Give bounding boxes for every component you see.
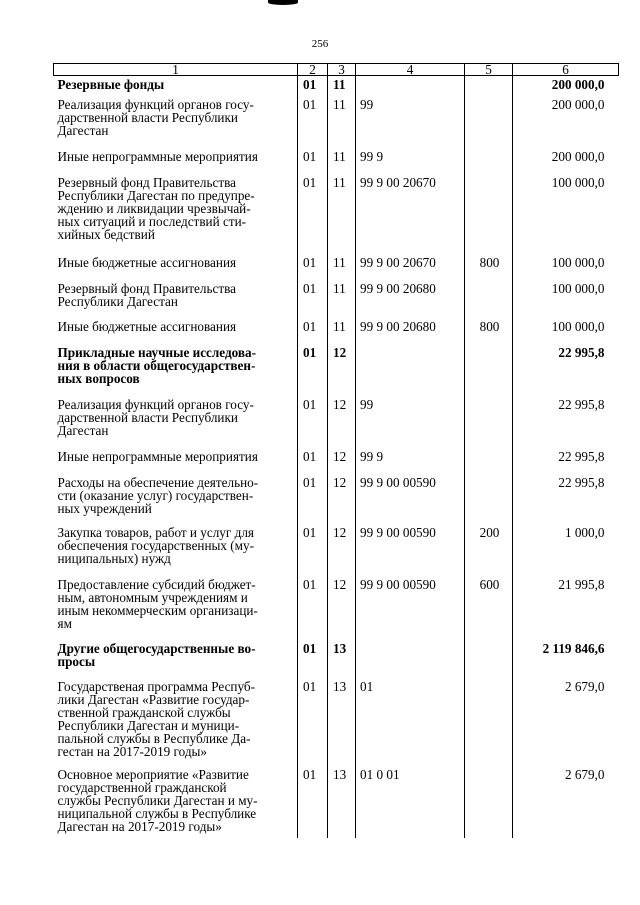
budget-table [53,63,619,838]
table-row [54,176,619,256]
subsection-cell-text: 11 [333,281,346,296]
table-row [54,768,619,838]
target-article-cell-text: 99 [360,397,374,412]
header-col-4: 4 [356,64,465,76]
target-article-cell [356,346,465,398]
section-cell [298,680,328,768]
table-row [54,150,619,176]
subsection-cell [328,176,356,256]
amount-cell-text: 22 995,8 [558,345,605,360]
amount-cell-text: 22 995,8 [558,475,605,490]
row-name-cell [54,526,298,578]
subsection-cell [328,76,356,98]
amount-cell [513,176,619,256]
subsection-cell [328,256,356,282]
target-article-cell-text: 01 0 01 [360,767,400,782]
subsection-cell [328,578,356,642]
subsection-cell [328,398,356,450]
expense-type-cell [465,526,513,578]
amount-cell [513,578,619,642]
row-name-cell [54,346,298,398]
row-name-cell-text: Иные непрограммные мероприятия [57,449,258,464]
section-cell-text: 01 [303,641,317,656]
section-cell-text: 01 [303,149,317,164]
target-article-cell [356,98,465,150]
section-cell [298,346,328,398]
amount-cell-text: 22 995,8 [558,397,605,412]
target-article-cell-text: 99 9 [360,449,384,464]
subsection-cell-text: 12 [333,525,347,540]
amount-cell [513,680,619,768]
section-cell-text: 01 [303,525,317,540]
row-name-cell-text: Реализация функций органов госу- дарственной власти Республики Дагестан [57,97,254,138]
subsection-cell-text: 11 [333,77,346,92]
amount-cell-text: 22 995,8 [558,449,605,464]
table-row [54,450,619,476]
subsection-cell-text: 13 [333,641,347,656]
expense-type-cell [465,320,513,346]
row-name-cell [54,76,298,98]
section-cell [298,398,328,450]
subsection-cell-text: 11 [333,149,346,164]
row-name-cell-text: Другие общегосударственные во- просы [57,641,256,669]
target-article-cell-text: 99 9 00 20670 [360,255,436,270]
row-name-cell [54,642,298,680]
amount-cell-text: 200 000,0 [551,149,605,164]
section-cell [298,150,328,176]
amount-cell [513,256,619,282]
amount-cell-text: 2 679,0 [564,767,605,782]
target-article-cell [356,476,465,526]
row-name-cell-text: Предоставление субсидий бюджет- ным, автономным учреждениям и иным некоммерческим организаци- ям [57,577,258,631]
row-name-cell-text: Иные непрограммные мероприятия [57,149,258,164]
row-name-cell [54,176,298,256]
row-name-cell [54,98,298,150]
subsection-cell-text: 11 [333,319,346,334]
amount-cell [513,98,619,150]
subsection-cell [328,526,356,578]
subsection-cell [328,450,356,476]
target-article-cell-text: 99 9 [360,149,384,164]
section-cell-text: 01 [303,397,317,412]
section-cell-text: 01 [303,475,317,490]
target-article-cell [356,76,465,98]
subsection-cell-text: 13 [333,679,347,694]
row-name-cell [54,320,298,346]
section-cell [298,176,328,256]
amount-cell-text: 100 000,0 [551,255,605,270]
row-name-cell-text: Резервные фонды [57,77,165,92]
subsection-cell [328,150,356,176]
target-article-cell [356,176,465,256]
header-col-1: 1 [54,64,298,76]
subsection-cell-text: 11 [333,175,346,190]
amount-cell [513,768,619,838]
row-name-cell [54,150,298,176]
target-article-cell [356,578,465,642]
expense-type-cell [465,176,513,256]
expense-type-cell [465,346,513,398]
expense-type-cell-text: 600 [479,577,500,592]
expense-type-cell [465,256,513,282]
amount-cell-text: 2 679,0 [564,679,605,694]
section-cell-text: 01 [303,767,317,782]
section-cell-text: 01 [303,449,317,464]
row-name-cell [54,256,298,282]
table-row [54,256,619,282]
amount-cell [513,76,619,98]
section-cell-text: 01 [303,175,317,190]
table-row [54,398,619,450]
amount-cell-text: 100 000,0 [551,175,605,190]
row-name-cell [54,398,298,450]
expense-type-cell [465,642,513,680]
row-name-cell [54,578,298,642]
amount-cell [513,320,619,346]
table-row [54,578,619,642]
row-name-cell-text: Реализация функций органов госу- дарственной власти Республики Дагестан [57,397,254,438]
section-cell [298,526,328,578]
subsection-cell-text: 12 [333,577,347,592]
amount-cell-text: 200 000,0 [551,77,605,92]
row-name-cell-text: Прикладные научные исследова- ния в области общегосударствен- ных вопросов [57,345,257,386]
section-cell-text: 01 [303,577,317,592]
row-name-cell-text: Резервный фонд Правительства Республики Дагестан [57,281,237,309]
row-name-cell [54,680,298,768]
expense-type-cell-text: 800 [479,255,500,270]
subsection-cell-text: 12 [333,397,347,412]
subsection-cell [328,98,356,150]
target-article-cell-text: 99 9 00 00590 [360,525,436,540]
section-cell-text: 01 [303,77,317,92]
subsection-cell [328,768,356,838]
expense-type-cell [465,150,513,176]
amount-cell [513,398,619,450]
row-name-cell-text: Государственая программа Респуб- лики Дагестан «Развитие государ- ственной гражданской службы Республики Дагестан и муници- пальной службы в Республике Да- гестан на 2017-2019 годы» [57,679,256,759]
target-article-cell-text: 99 9 00 00590 [360,577,436,592]
section-cell [298,98,328,150]
target-article-cell [356,282,465,320]
section-cell [298,578,328,642]
subsection-cell-text: 12 [333,475,347,490]
section-cell-text: 01 [303,319,317,334]
amount-cell-text: 100 000,0 [551,319,605,334]
expense-type-cell [465,476,513,526]
section-cell-text: 01 [303,679,317,694]
section-cell [298,450,328,476]
row-name-cell [54,282,298,320]
amount-cell [513,150,619,176]
row-name-cell-text: Иные бюджетные ассигнования [57,255,237,270]
target-article-cell-text: 99 [360,97,374,112]
row-name-cell-text: Резервный фонд Правительства Республики Дагестан по предупре- ждению и ликвидации чрезвычай- ных ситуаций и последствий сти- хийных бедствий [57,175,255,242]
target-article-cell-text: 99 9 00 00590 [360,475,436,490]
target-article-cell-text: 01 [360,679,374,694]
table-row [54,346,619,398]
expense-type-cell [465,578,513,642]
section-cell-text: 01 [303,345,317,360]
section-cell-text: 01 [303,255,317,270]
target-article-cell [356,450,465,476]
expense-type-cell-text: 200 [479,525,500,540]
amount-cell [513,476,619,526]
target-article-cell-text: 99 9 00 20670 [360,175,436,190]
amount-cell [513,642,619,680]
amount-cell [513,526,619,578]
amount-cell [513,282,619,320]
subsection-cell [328,476,356,526]
header-col-5: 5 [465,64,513,76]
subsection-cell [328,282,356,320]
row-name-cell [54,476,298,526]
target-article-cell [356,150,465,176]
expense-type-cell [465,76,513,98]
page-number: 256 [311,38,329,50]
amount-cell-text: 200 000,0 [551,97,605,112]
section-cell [298,320,328,346]
amount-cell-text: 100 000,0 [551,281,605,296]
target-article-cell [356,768,465,838]
row-name-cell-text: Основное мероприятие «Развитие государственной гражданской службы Республики Дагестан и му- ниципальной службы в Республике Дагестан на 2017-2019 годы» [57,767,258,834]
subsection-cell [328,680,356,768]
subsection-cell [328,320,356,346]
amount-cell-text: 21 995,8 [558,577,605,592]
header-col-6: 6 [513,64,619,76]
expense-type-cell [465,680,513,768]
expense-type-cell [465,450,513,476]
table-row [54,98,619,150]
header-row [54,64,619,76]
subsection-cell-text: 13 [333,767,347,782]
target-article-cell-text: 99 9 00 20680 [360,319,436,334]
subsection-cell [328,346,356,398]
section-cell [298,768,328,838]
section-cell [298,256,328,282]
amount-cell-text: 1 000,0 [564,525,605,540]
row-name-cell [54,450,298,476]
section-cell-text: 01 [303,281,317,296]
section-cell-text: 01 [303,97,317,112]
row-name-cell-text: Закупка товаров, работ и услуг для обеспечения государственных (му- ниципальных) нужд [57,525,255,566]
expense-type-cell [465,398,513,450]
table-row [54,642,619,680]
expense-type-cell [465,98,513,150]
subsection-cell-text: 11 [333,97,346,112]
target-article-cell [356,526,465,578]
header-col-3: 3 [328,64,356,76]
subsection-cell [328,642,356,680]
amount-cell [513,346,619,398]
expense-type-cell-text: 800 [479,319,500,334]
target-article-cell [356,320,465,346]
table-row [54,76,619,98]
row-name-cell [54,768,298,838]
subsection-cell-text: 12 [333,449,347,464]
table-row [54,476,619,526]
expense-type-cell [465,768,513,838]
target-article-cell [356,680,465,768]
section-cell [298,76,328,98]
target-article-cell-text: 99 9 00 20680 [360,281,436,296]
subsection-cell-text: 12 [333,345,347,360]
header-col-2: 2 [298,64,328,76]
target-article-cell [356,398,465,450]
row-name-cell-text: Иные бюджетные ассигнования [57,319,237,334]
section-cell [298,282,328,320]
subsection-cell-text: 11 [333,255,346,270]
target-article-cell [356,256,465,282]
amount-cell-text: 2 119 846,6 [542,641,605,656]
table-row [54,320,619,346]
expense-type-cell [465,282,513,320]
amount-cell [513,450,619,476]
table-row [54,680,619,768]
row-name-cell-text: Расходы на обеспечение деятельно- сти (оказание услуг) государствен- ных учреждений [57,475,259,516]
scan-artifact [268,0,298,5]
section-cell [298,476,328,526]
table-row [54,282,619,320]
table-row [54,526,619,578]
target-article-cell [356,642,465,680]
section-cell [298,642,328,680]
